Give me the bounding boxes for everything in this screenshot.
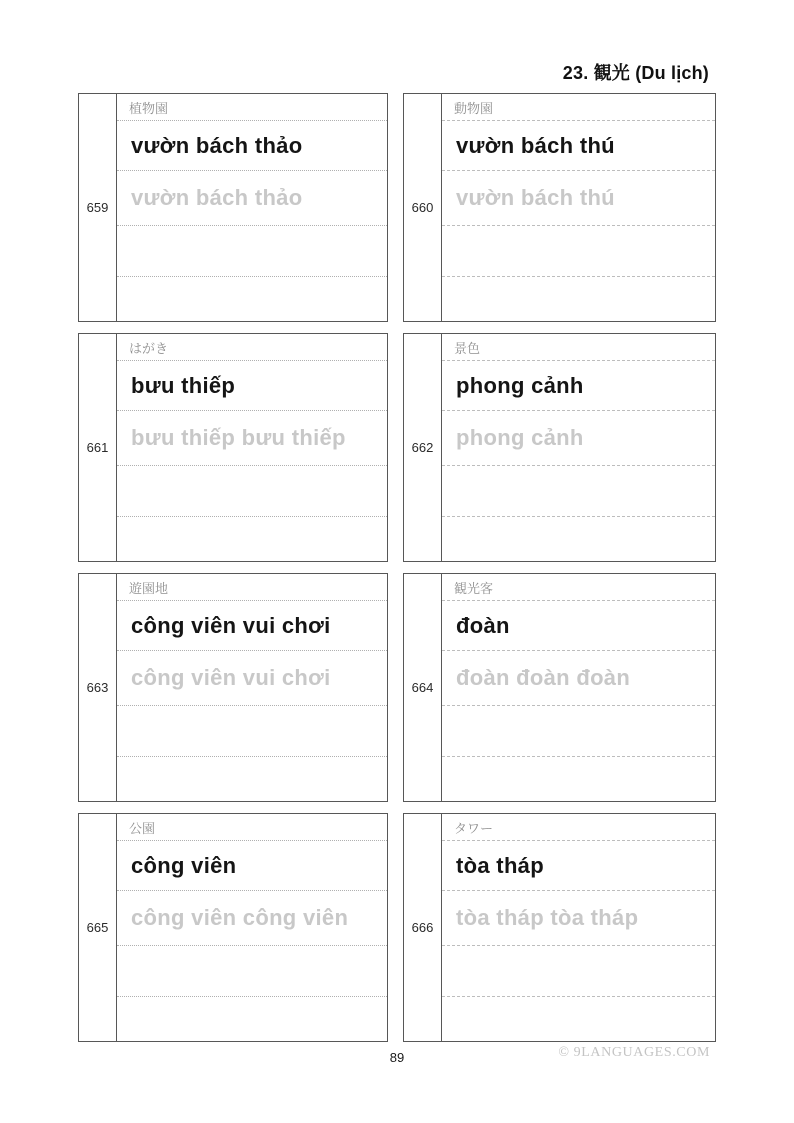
japanese-label: 公園 [117, 814, 387, 841]
practice-line [442, 997, 715, 1041]
trace-word: vườn bách thảo [117, 171, 387, 226]
japanese-label: 植物園 [117, 94, 387, 121]
practice-line [442, 757, 715, 801]
card-content [117, 574, 387, 801]
practice-line [117, 706, 387, 757]
vietnamese-word: phong cảnh [442, 361, 715, 411]
trace-word: bưu thiếp bưu thiếp [117, 411, 387, 466]
practice-line [442, 277, 715, 321]
page-number: 89 [389, 1050, 405, 1065]
vocab-card [78, 333, 388, 562]
card-number: 659 [79, 94, 117, 321]
card-number: 662 [404, 334, 442, 561]
trace-word: tòa tháp tòa tháp [442, 891, 715, 946]
practice-line [442, 946, 715, 997]
card-content [442, 334, 715, 561]
vocab-card [403, 93, 716, 322]
vietnamese-word: tòa tháp [442, 841, 715, 891]
practice-line [117, 517, 387, 561]
vocab-card [403, 333, 716, 562]
card-number: 663 [79, 574, 117, 801]
card-grid [78, 93, 716, 1043]
japanese-label: 観光客 [442, 574, 715, 601]
practice-line [117, 757, 387, 801]
card-content [442, 94, 715, 321]
card-content [442, 574, 715, 801]
copyright: © 9LANGUAGES.COM [558, 1045, 710, 1060]
practice-line [442, 517, 715, 561]
vietnamese-word: vườn bách thảo [117, 121, 387, 171]
trace-word: đoàn đoàn đoàn [442, 651, 715, 706]
trace-word: vườn bách thú [442, 171, 715, 226]
card-number: 660 [404, 94, 442, 321]
practice-line [117, 466, 387, 517]
practice-line [442, 706, 715, 757]
vocab-card [78, 813, 388, 1042]
japanese-label: 遊園地 [117, 574, 387, 601]
card-number: 665 [79, 814, 117, 1041]
practice-line [117, 997, 387, 1041]
vietnamese-word: bưu thiếp [117, 361, 387, 411]
practice-line [117, 226, 387, 277]
practice-line [442, 466, 715, 517]
card-content [117, 94, 387, 321]
vietnamese-word: công viên [117, 841, 387, 891]
card-content [442, 814, 715, 1041]
card-number: 664 [404, 574, 442, 801]
japanese-label: タワー [442, 814, 715, 841]
card-number: 666 [404, 814, 442, 1041]
page-title: 23. 観光 (Du lịch) [562, 63, 709, 83]
vocab-card [403, 573, 716, 802]
vietnamese-word: vườn bách thú [442, 121, 715, 171]
japanese-label: はがき [117, 334, 387, 361]
trace-word: công viên vui chơi [117, 651, 387, 706]
vietnamese-word: công viên vui chơi [117, 601, 387, 651]
trace-word: phong cảnh [442, 411, 715, 466]
vocab-card [403, 813, 716, 1042]
japanese-label: 景色 [442, 334, 715, 361]
japanese-label: 動物園 [442, 94, 715, 121]
vocab-card [78, 93, 388, 322]
vocab-card [78, 573, 388, 802]
trace-word: công viên công viên [117, 891, 387, 946]
practice-line [117, 946, 387, 997]
practice-line [442, 226, 715, 277]
card-content [117, 814, 387, 1041]
vietnamese-word: đoàn [442, 601, 715, 651]
card-number: 661 [79, 334, 117, 561]
card-content [117, 334, 387, 561]
practice-line [117, 277, 387, 321]
